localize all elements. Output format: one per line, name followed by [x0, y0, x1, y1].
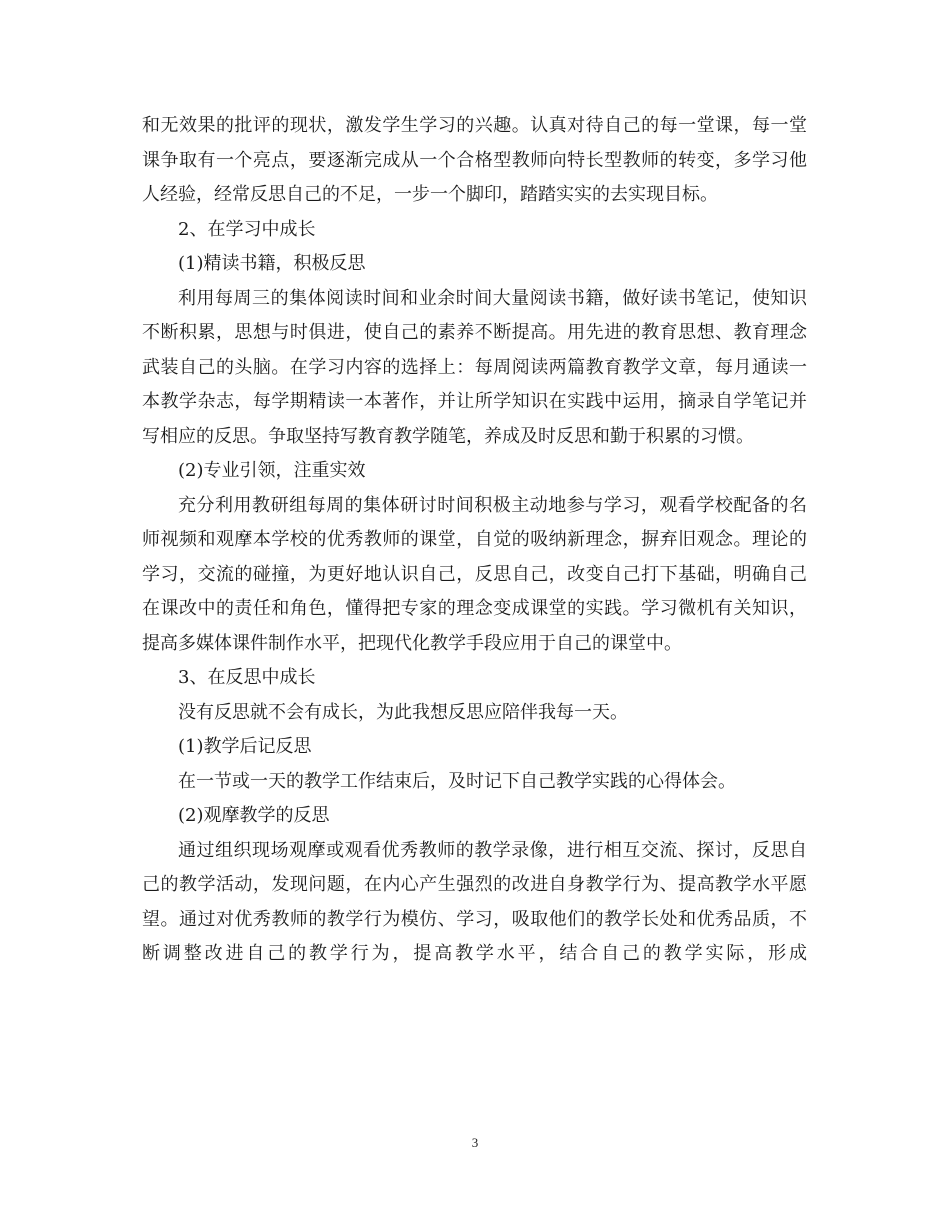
- paragraph-continuation: 和无效果的批评的现状，激发学生学习的兴趣。认真对待自己的每一堂课，每一堂课争取有一个亮点，要逐渐完成从一个合格型教师向特长型教师的转变，多学习他人经验，经常反思自己的不足，一步一个脚印，踏踏实实的去实现目标。: [142, 115, 807, 205]
- subheading-teaching-notes: (1)教学后记反思: [178, 736, 312, 757]
- paragraph-reflection-intro: 没有反思就不会有成长，为此我想反思应陪伴我每一天。: [178, 701, 628, 723]
- subheading-observation: (2)观摩教学的反思: [178, 805, 330, 826]
- body-text: [142, 109, 807, 972]
- paragraph-teaching-notes: 在一节或一天的教学工作结束后，及时记下自己教学实践的心得体会。: [178, 770, 736, 792]
- section-heading-reflection: 3、在反思中成长: [178, 667, 316, 688]
- subheading-reading: (1)精读书籍，积极反思: [178, 253, 366, 274]
- subheading-professional: (2)专业引领，注重实效: [178, 460, 366, 481]
- paragraph-observation: 通过组织现场观摩或观看优秀教师的教学录像，进行相互交流、探讨，反思自己的教学活动，发现问题，在内心产生强烈的改进自身教学行为、提高教学水平愿望。通过对优秀教师的教学行为模仿、学习，吸取他们的教学长处和优秀品质，不断调整改进自己的教学行为，提高教学水平，结合自己的教学实际，形成: [142, 839, 807, 964]
- section-heading-learning: 2、在学习中成长: [178, 218, 316, 240]
- paragraph-professional: 充分利用教研组每周的集体研讨时间积极主动地参与学习，观看学校配备的名师视频和观摩本学校的优秀教师的课堂，自觉的吸纳新理念，摒弃旧观念。理论的学习，交流的碰撞，为更好地认识自己，反思自己，改变自己打下基础，明确自己在课改中的责任和角色，懂得把专家的理念变成课堂的实践。学习微机有关知识，提高多媒体课件制作水平，把现代化教学手段应用于自己的课堂中。: [142, 494, 807, 654]
- paragraph-reading: 利用每周三的集体阅读时间和业余时间大量阅读书籍，做好读书笔记，使知识不断积累，思想与时俱进，使自己的素养不断提高。用先进的教育思想、教育理念武装自己的头脑。在学习内容的选择上：每周阅读两篇教育教学文章，每月通读一本教学杂志，每学期精读一本著作，并让所学知识在实践中运用，摘录自学笔记并写相应的反思。争取坚持写教育教学随笔，养成及时反思和勤于积累的习惯。: [142, 287, 807, 447]
- page-number: 3: [471, 1135, 479, 1150]
